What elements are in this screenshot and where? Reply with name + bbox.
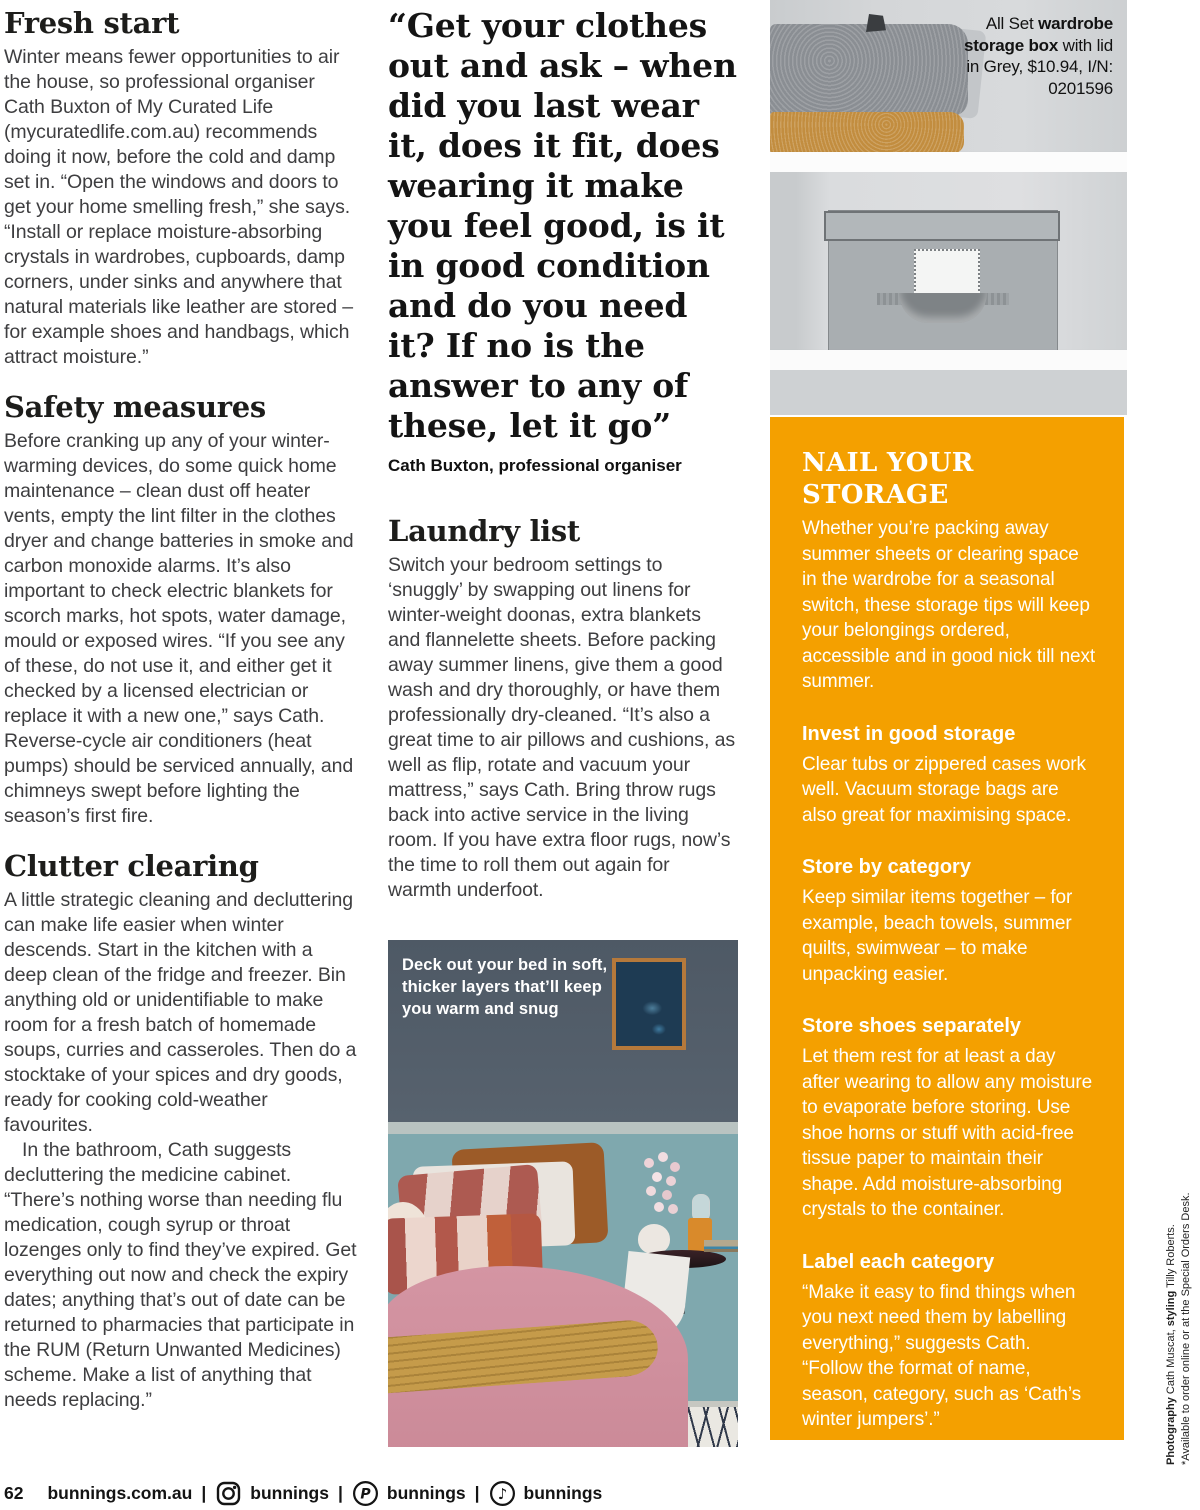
framed-artwork xyxy=(612,958,686,1050)
blossom-flowers xyxy=(644,1158,654,1168)
credits-line-2: *Available to order online or at the Special Orders Desk. xyxy=(1180,1192,1192,1465)
stacked-books xyxy=(704,1240,738,1252)
separator: | xyxy=(474,1483,480,1503)
tip-invest-in-good-storage xyxy=(802,721,1096,829)
paragraph-clutter-clearing-1: A little strategic cleaning and decluttering can make life easier when winter descends. Start in the kitchen with a deep clean of the fridge and freezer. Bin anything old or unidentifiable to make room for a fresh batch of homemade soups, curries and casseroles. Then do a stocktake of your spices and dry goods, ready for cooking cold-weather favourites. xyxy=(4,889,357,1136)
storage-panel-intro: Whether you’re packing away summer sheets or clearing space in the wardrobe for a seasonal switch, these storage tips will keep your belongings ordered, accessible and in good nick till next summer. xyxy=(802,518,1096,692)
paragraph-safety-measures: Before cranking up any of your winter-warming devices, do some quick home maintenance – clean dust off heater vents, empty the lint filter in the clothes dryer and change batteries in smoke and carbon monoxide alarms. It’s also important to check electric blankets for scorch marks, hot spots, water damage, mould or exposed wires. “If you see any of these, do not use it, and either get it checked by a licensed electrician or replace it with a new one,” says Cath. Reverse-cycle air conditioners (heat pumps) should be serviced annually, and chimneys swept before lighting the season’s first fire. xyxy=(4,430,354,827)
tip-heading: Store shoes separately xyxy=(802,1015,1021,1037)
product-caption-name: wardrobe storage box xyxy=(963,14,1113,55)
page-number: 62 xyxy=(4,1483,24,1503)
tip-heading: Label each category xyxy=(802,1250,995,1273)
tip-body: Let them rest for at least a day after wearing to allow any moisture to evaporate before storing. Use shoe horns or stuff with acid-free tissue paper to maintain their shape. Add moisture-absorbing crystals to the container. xyxy=(802,1046,1093,1220)
tip-store-shoes-separately xyxy=(802,1013,1096,1223)
credits-photography-text: Cath Muscat, xyxy=(1165,1326,1177,1398)
paragraph-fresh-start: Winter means fewer opportunities to air the house, so professional organiser Cath Buxton of My Curated Life (mycuratedlife.com.au) recommends doing it now, before the cold and damp set in. “Open the windows and doors to get your home smelling fresh,” she says. “Install or replace moisture-absorbing crystals in wardrobes, cupboards, damp corners, under sinks and anywhere that natural materials like leather are stored – for example shoes and handbags, which attract moisture.” xyxy=(4,46,354,368)
page-footer xyxy=(4,1477,602,1509)
left-column xyxy=(4,6,358,1413)
laundry-list-section xyxy=(388,514,738,903)
storage-box-label xyxy=(914,249,980,295)
product-caption-pre: All Set xyxy=(985,14,1039,33)
white-vase xyxy=(638,1224,670,1254)
svg-text:♪: ♪ xyxy=(497,1484,507,1503)
storage-panel xyxy=(770,417,1124,1440)
svg-text:P: P xyxy=(360,1486,371,1503)
product-caption-details: with lid in Grey, $10.94, I/N: 0201596 xyxy=(966,35,1113,98)
storage-panel-title: NAIL YOUR STORAGE xyxy=(802,448,974,510)
heading-clutter-clearing: Clutter clearing xyxy=(4,849,259,883)
site-url[interactable]: bunnings.com.au xyxy=(47,1483,193,1503)
tip-store-by-category xyxy=(802,854,1096,987)
grey-storage-box xyxy=(828,210,1058,352)
storage-box-lid xyxy=(824,211,1060,241)
pull-quote-attribution: Cath Buxton, professional organiser xyxy=(388,456,682,475)
tip-body: Keep similar items together – for example, beach towels, summer quilts, swimwear – to make unpacking easier. xyxy=(802,887,1073,985)
credits-photography-label: Photography xyxy=(1165,1397,1177,1465)
tip-heading: Invest in good storage xyxy=(802,722,1016,745)
separator: | xyxy=(201,1483,207,1503)
tip-body: Clear tubs or zippered cases work well. Vacuum storage bags are also great for maximising space. xyxy=(802,753,1086,826)
photo-credits xyxy=(1164,1135,1196,1465)
wardrobe-photo xyxy=(770,0,1127,415)
credits-styling-text: Tilly Roberts. xyxy=(1165,1224,1177,1291)
bedroom-wall-ledge xyxy=(388,1122,738,1134)
tip-label-each-category xyxy=(802,1249,1096,1433)
tip-body: “Make it easy to find things when you next need them by labelling everything,” suggests Cath. “Follow the format of name, season, category, such as ‘Cath’s winter jumpers’.” xyxy=(802,1281,1082,1430)
pull-quote: “Get your clothes out and ask – when did you last wear it, does it fit, does wearing it make you feel good, is it in good condition and do you need it? If no is the answer to any of these, let it go” xyxy=(388,6,737,445)
tiktok-handle[interactable]: bunnings xyxy=(523,1483,603,1503)
middle-column xyxy=(388,0,738,1018)
instagram-handle[interactable]: bunnings xyxy=(250,1483,329,1503)
folded-grey-blanket xyxy=(770,24,968,116)
paragraph-clutter-clearing-2: In the bathroom, Cath suggests decluttering the medicine cabinet. “There’s nothing worse than needing flu medication, cough syrup or throat lozenges only to find they’ve expired. Get everything out now and check the expiry dates; anything that’s out of date can be returned to pharmacies that participate in the RUM (Return Unwanted Medicines) scheme. Make a list of anything that needs replacing.” xyxy=(4,1139,357,1411)
heading-fresh-start: Fresh start xyxy=(4,6,180,40)
pinterest-handle[interactable]: bunnings xyxy=(386,1483,466,1503)
heading-laundry-list: Laundry list xyxy=(388,514,581,548)
tip-heading: Store by category xyxy=(802,856,971,878)
bedroom-photo-caption: Deck out your bed in soft, thicker layers that’ll keep you warm and snug xyxy=(402,956,608,1018)
folded-mustard-blanket xyxy=(770,112,964,154)
wardrobe-shelf-upper xyxy=(770,152,1127,172)
wardrobe-shelf-lower xyxy=(770,350,1127,370)
instagram-icon[interactable] xyxy=(215,1480,242,1507)
paragraph-laundry-list: Switch your bedroom settings to ‘snuggly’ by swapping out linens for winter-weight doonas, extra blankets and flannelette sheets. Before packing away summer linens, give them a good wash and dry thoroughly, or have them professionally dry-cleaned. “It’s also a great time to air pillows and cushions, as well as flip, rotate and vacuum your mattress,” says Cath. Bring throw rugs back into active service in the living room. If you have extra floor rugs, now’s the time to roll them out again for warmth underfoot. xyxy=(388,554,735,901)
storage-box-handle xyxy=(899,293,987,323)
heading-safety-measures: Safety measures xyxy=(4,390,266,424)
credits-line-1 xyxy=(1164,1135,1179,1465)
pinterest-icon[interactable] xyxy=(352,1480,379,1507)
product-caption xyxy=(951,13,1113,99)
wardrobe-bottom-area xyxy=(770,370,1127,415)
right-column xyxy=(770,0,1127,1430)
blanket-clip xyxy=(866,14,886,32)
tiktok-icon[interactable] xyxy=(489,1480,516,1507)
credits-styling-label: styling xyxy=(1165,1290,1177,1327)
bedroom-photo xyxy=(388,940,738,1447)
separator: | xyxy=(337,1483,343,1503)
